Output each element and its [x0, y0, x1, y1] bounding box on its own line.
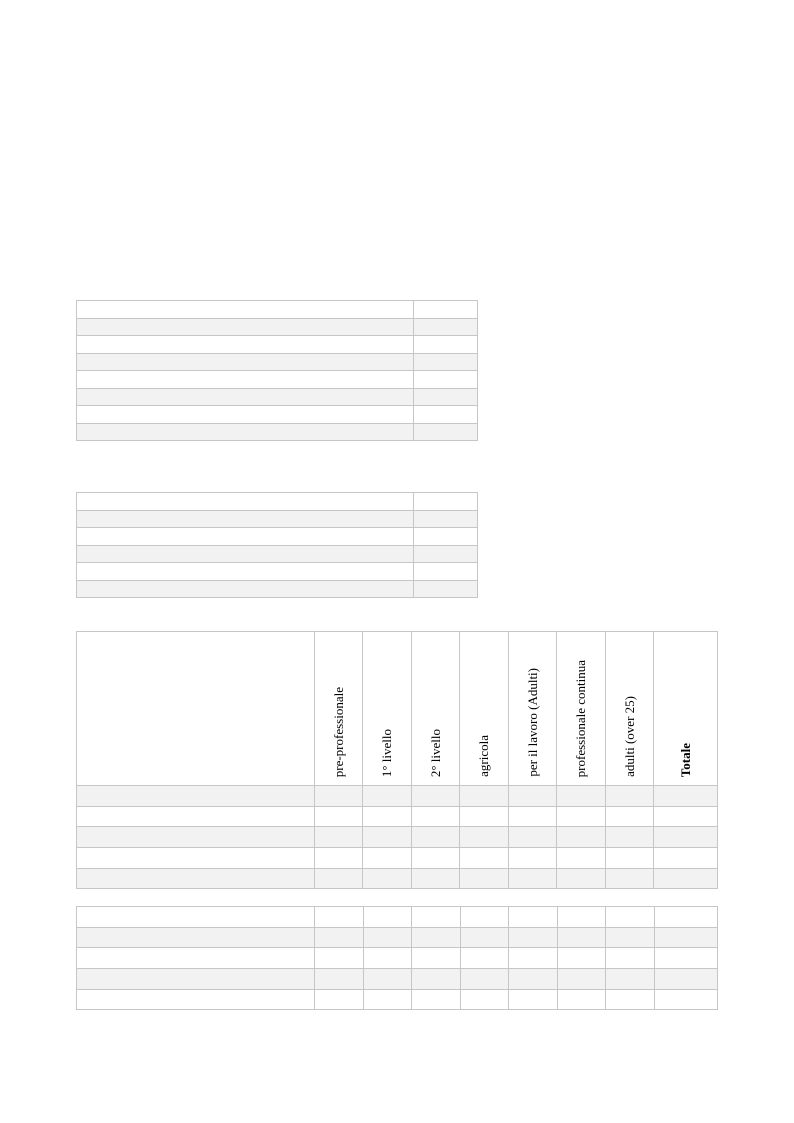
header-cell — [509, 632, 557, 786]
table-row — [77, 388, 478, 406]
table-row — [77, 868, 718, 889]
course-type-table-2 — [76, 906, 718, 1010]
column-header-agricola: agricola — [476, 735, 491, 777]
column-header-secondo-livello: 2° livello — [427, 728, 443, 777]
table-row — [77, 969, 718, 990]
column-header-lavoro-adulti: per il lavoro (Adulti) — [524, 668, 540, 777]
table-row — [77, 336, 478, 354]
table-row — [77, 580, 478, 598]
table-row — [77, 786, 718, 807]
header-cell — [557, 632, 606, 786]
table-row — [77, 827, 718, 848]
table-row — [77, 806, 718, 827]
table-row — [77, 563, 478, 581]
header-cell-empty — [77, 632, 315, 786]
header-cell — [315, 632, 363, 786]
table-row — [77, 528, 478, 546]
summary-table-1 — [76, 300, 478, 441]
table-row — [77, 989, 718, 1010]
column-header-pre-professionale: pre-professionale — [330, 686, 346, 777]
table-row — [77, 423, 478, 441]
table-row — [77, 406, 478, 424]
table-row — [77, 927, 718, 948]
header-cell — [654, 632, 718, 786]
table-row — [77, 848, 718, 869]
column-header-professionale-continua: professionale continua — [573, 659, 588, 777]
table-row — [77, 493, 478, 511]
table-row — [77, 353, 478, 371]
header-cell — [412, 632, 460, 786]
column-header-primo-livello: 1° livello — [379, 728, 394, 777]
table-row — [77, 318, 478, 336]
table-row — [77, 371, 478, 389]
table-row — [77, 907, 718, 928]
header-cell — [363, 632, 412, 786]
table-row — [77, 510, 478, 528]
course-type-table — [76, 631, 718, 889]
table-row — [77, 545, 478, 563]
header-row — [77, 632, 718, 786]
table-row — [77, 301, 478, 319]
header-cell — [460, 632, 509, 786]
column-header-totale: Totale — [677, 742, 693, 777]
table-row — [77, 948, 718, 969]
header-cell — [606, 632, 654, 786]
summary-table-2 — [76, 492, 478, 598]
column-header-adulti-over-25: adulti (over 25) — [621, 696, 637, 777]
